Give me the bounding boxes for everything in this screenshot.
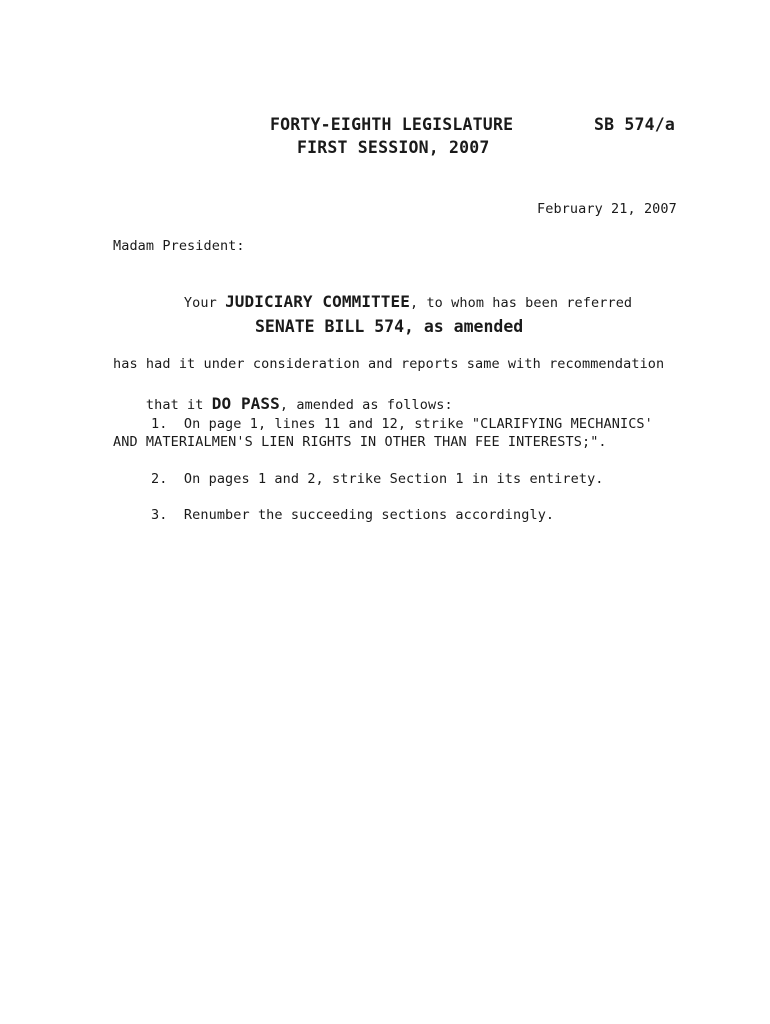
- referral-prefix: Your: [183, 295, 226, 311]
- consideration-prefix: that it: [145, 397, 212, 413]
- amendment-1-line-2: AND MATERIALMEN'S LIEN RIGHTS IN OTHER THAN FEE INTERESTS;".: [113, 434, 607, 450]
- legislature-heading: FORTY-EIGHTH LEGISLATURE: [270, 115, 514, 134]
- recommendation: DO PASS: [211, 394, 280, 413]
- amendment-1-line-1: 1. On page 1, lines 11 and 12, strike "CLARIFYING MECHANICS': [151, 416, 653, 432]
- consideration-suffix: , amended as follows:: [279, 397, 453, 413]
- bill-title: SENATE BILL 574, as amended: [255, 317, 524, 336]
- salutation: Madam President:: [113, 238, 245, 254]
- referral-suffix: , to whom has been referred: [410, 295, 633, 311]
- bill-code: SB 574/a: [594, 115, 676, 134]
- amendment-2: 2. On pages 1 and 2, strike Section 1 in its entirety.: [151, 471, 604, 487]
- consideration-line-1: has had it under consideration and reports same with recommendation: [113, 356, 665, 372]
- report-date: February 21, 2007: [537, 201, 677, 217]
- session-heading: FIRST SESSION, 2007: [297, 138, 490, 157]
- committee-name: JUDICIARY COMMITTEE: [225, 292, 410, 311]
- amendment-3: 3. Renumber the succeeding sections accordingly.: [151, 507, 555, 523]
